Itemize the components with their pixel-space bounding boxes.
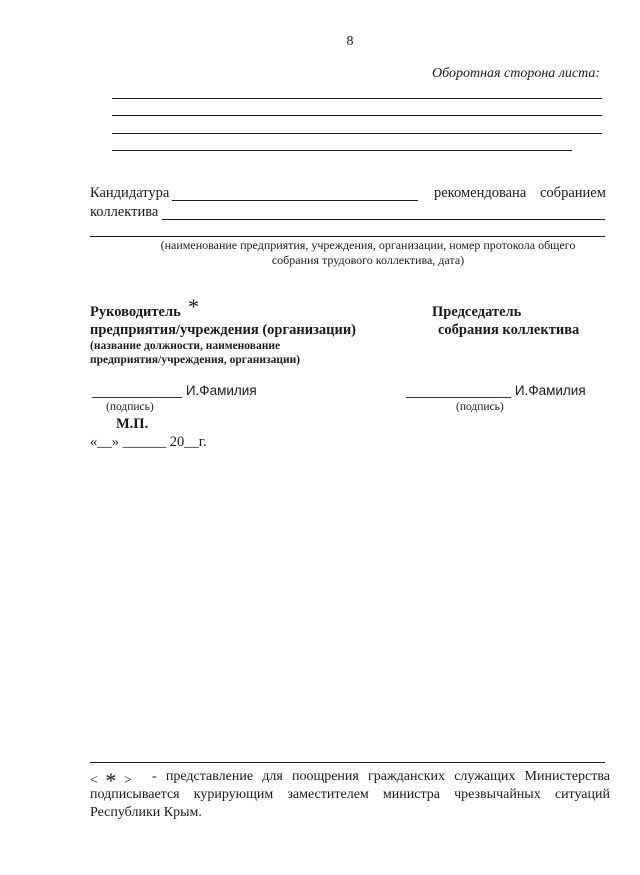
head-title: Руководитель xyxy=(90,304,181,320)
marker-star: * xyxy=(105,768,117,793)
date-line: «__» ______ 20__г. xyxy=(90,434,207,450)
collective-label: коллектива xyxy=(90,204,159,220)
blank-line xyxy=(112,98,602,99)
footnote-text: - представление для поощрения гражданских служащих Министерства подписывается курирующим заместителем министра чрезвычайных ситуаций Республики Крым. xyxy=(90,769,610,820)
marker-close: > xyxy=(123,773,132,788)
recommended-text: рекомендована xyxy=(434,185,527,201)
candidacy-label: Кандидатура xyxy=(90,185,170,201)
reverse-side-label: Оборотная сторона листа: xyxy=(432,66,601,81)
blank-line xyxy=(90,236,605,237)
chair-org: собрания коллектива xyxy=(438,322,580,338)
blank-line xyxy=(112,150,572,151)
caption-line: собрания трудового коллектива, дата) xyxy=(271,253,465,267)
head-note: предприятия/учреждения, организации) xyxy=(90,354,301,366)
candidate-blank xyxy=(172,200,418,201)
blank-line xyxy=(112,133,602,134)
chair-signature-line: ______________ И.Фамилия xyxy=(406,383,586,398)
chair-signature-caption: (подпись) xyxy=(456,401,504,413)
caption-line: (наименование предприятия, учреждения, организации, номер протокола общего xyxy=(160,238,576,252)
footnote-separator xyxy=(90,762,605,763)
head-note: (название должности, наименование xyxy=(90,340,281,352)
head-signature-caption: (подпись) xyxy=(106,401,154,413)
candidacy-caption xyxy=(128,238,608,268)
asterisk-mark: * xyxy=(188,294,199,319)
collective-blank xyxy=(162,219,605,220)
meeting-text: собранием xyxy=(540,185,606,201)
marker-open: < xyxy=(90,773,98,788)
chair-title: Председатель xyxy=(432,304,522,320)
stamp-place: М.П. xyxy=(116,416,149,432)
head-org: предприятия/учреждения (организации) xyxy=(90,322,357,338)
blank-line xyxy=(112,115,602,116)
head-signature-line: ____________ И.Фамилия xyxy=(92,383,257,398)
page-number: 8 xyxy=(346,34,354,49)
